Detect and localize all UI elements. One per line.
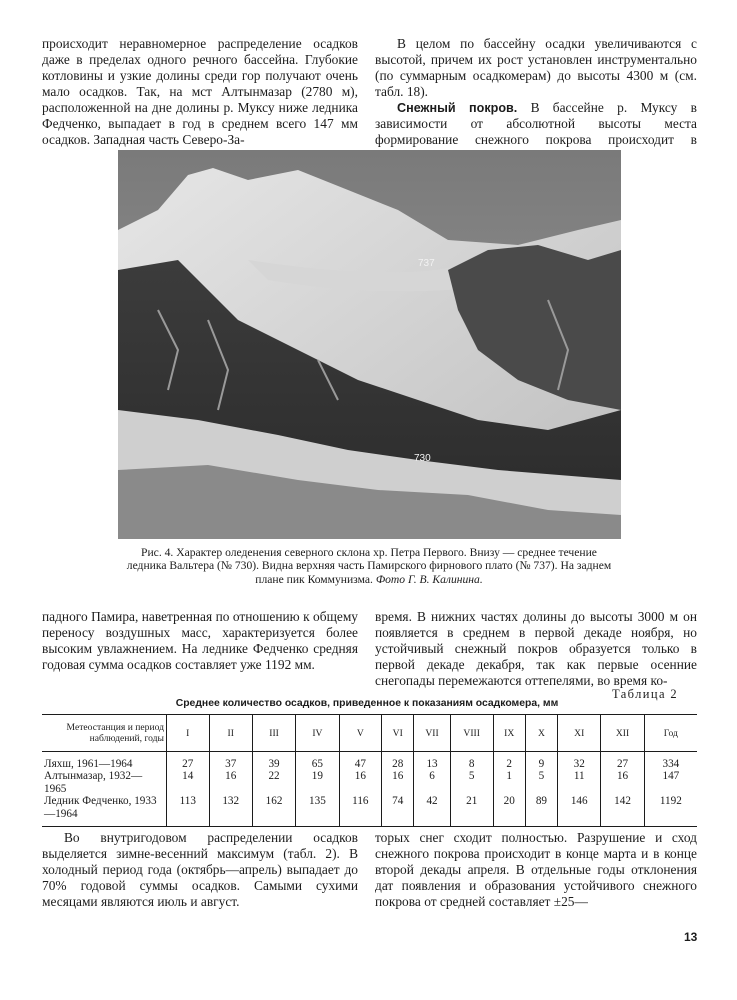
mid-right-column	[375, 609, 697, 689]
header-month-1: I	[167, 715, 210, 752]
caption-credit: Фото Г. В. Калинина.	[375, 572, 483, 586]
table-header-row	[42, 715, 697, 752]
cell-value: 1192	[644, 795, 697, 826]
cell-value: 5	[450, 770, 493, 795]
cell-value: 42	[414, 795, 450, 826]
cell-value: 2	[493, 752, 525, 771]
header-month-11: XI	[558, 715, 601, 752]
header-month-7: VII	[414, 715, 450, 752]
cell-value: 47	[339, 752, 382, 771]
cell-value: 9	[525, 752, 557, 771]
paragraph-precipitation-height: В целом по бассейну осадки увеличиваются с высотой, причем их рост установлен инструментально (по суммарным осадкомерам) до высоты 4300 м (см. табл. 18).	[375, 36, 697, 99]
mid-left-column	[42, 609, 358, 673]
bottom-left-column	[42, 830, 358, 910]
paragraph-precipitation-distribution: происходит неравномерное распределение осадков даже в пределах одного речного бассейна. Глубокие котловины и узкие долины среди гор получают очень мало осадков. Так, на мст Алтынмазар (2780 м), расположенной на дне долины р. Муксу ниже ледника Федченко, выпадает в год в среднем всего 147 мм осадков. Западная часть Северо-За-	[42, 36, 358, 147]
table-title: Среднее количество осадков, приведенное к показаниям осадкомера, мм	[175, 698, 559, 709]
header-year: Год	[644, 715, 697, 752]
top-right-column	[375, 36, 697, 164]
table-label: Таблица 2	[612, 687, 679, 701]
paragraph-western-pamir: падного Памира, наветренная по отношению к общему переносу воздушных масс, характеризуется более высоким увлажнением. На леднике Федченко средняя годовая сумма осадков составляет уже 1192 мм.	[42, 609, 358, 672]
cell-station: Алтынмазар, 1932—1965	[44, 770, 143, 795]
bottom-right-column	[375, 830, 697, 910]
cell-value: 16	[209, 770, 252, 795]
snow-cover-text: В бассейне р. Муксу в зависимости от абсолютной высоты места формирование снежного покрова происходит в	[375, 100, 697, 147]
cell-value: 13	[414, 752, 450, 771]
figure-photo-mountain-glaciers	[118, 150, 621, 539]
table-row	[42, 795, 697, 826]
cell-value: 146	[558, 795, 601, 826]
cell-value: 39	[252, 752, 295, 771]
header-month-3: III	[252, 715, 295, 752]
cell-value: 74	[382, 795, 414, 826]
cell-value: 16	[601, 770, 644, 795]
header-month-9: IX	[493, 715, 525, 752]
cell-value: 334	[644, 752, 697, 771]
cell-value: 1	[493, 770, 525, 795]
cell-value: 14	[167, 770, 210, 795]
cell-value: 27	[601, 752, 644, 771]
cell-value: 116	[339, 795, 382, 826]
cell-value: 135	[296, 795, 339, 826]
header-month-4: IV	[296, 715, 339, 752]
header-month-2: II	[209, 715, 252, 752]
paragraph-snow-melt: торых снег сходит полностью. Разрушение и сход снежного покрова происходит в конце марта и в конце второй декады апреля. В отдельные годы отклонения дат появления и образования устойчивого снежного покрова от средней составляет ±25—	[375, 830, 697, 909]
cell-value: 16	[339, 770, 382, 795]
header-station: Метеостанция и период наблюдений, годы	[42, 715, 167, 752]
table-row	[42, 770, 697, 795]
table-row	[42, 752, 697, 771]
header-month-12: XII	[601, 715, 644, 752]
cell-station: Ляхш, 1961—1964	[44, 758, 133, 770]
cell-value: 21	[450, 795, 493, 826]
caption-main: Рис. 4. Характер оледенения северного склона хр. Петра Первого. Внизу — среднее течение ледника Вальтера (№ 730). Видна верхняя часть Памирского фирнового плато (№ 737). На заднем плане пик Коммунизма.	[126, 546, 612, 586]
top-left-column	[42, 36, 358, 148]
page-number: 13	[684, 930, 698, 944]
header-month-8: VIII	[450, 715, 493, 752]
cell-value: 8	[450, 752, 493, 771]
cell-value: 22	[252, 770, 295, 795]
cell-value: 147	[644, 770, 697, 795]
paragraph-snow-timing: время. В нижних частях долины до высоты 3000 м он появляется в среднем в первой декаде ноября, но устойчивый снежный покров образуется только в первой декаде декабря, так как первые осенние снегопады перемежаются оттепелями, во время ко-	[375, 609, 697, 688]
header-month-10: X	[525, 715, 557, 752]
header-month-6: VI	[382, 715, 414, 752]
cell-value: 6	[414, 770, 450, 795]
cell-value: 37	[209, 752, 252, 771]
figure-caption	[126, 546, 612, 586]
precipitation-table	[42, 714, 697, 827]
cell-value: 20	[493, 795, 525, 826]
cell-value: 19	[296, 770, 339, 795]
cell-value: 65	[296, 752, 339, 771]
label-737: 737	[418, 258, 435, 269]
cell-value: 142	[601, 795, 644, 826]
snow-cover-heading: Снежный покров.	[397, 101, 518, 115]
cell-value: 113	[167, 795, 210, 826]
cell-value: 132	[209, 795, 252, 826]
cell-value: 32	[558, 752, 601, 771]
cell-value: 28	[382, 752, 414, 771]
paragraph-annual-distribution: Во внутригодовом распределении осадков выделяется зимне-весенний максимум (табл. 2). В холодный период года (октябрь—апрель) выпадает до 70% годовой суммы осадков. Самыми сухими месяцами являются июль и август.	[42, 830, 358, 909]
header-month-5: V	[339, 715, 382, 752]
cell-value: 27	[167, 752, 210, 771]
cell-value: 16	[382, 770, 414, 795]
cell-value: 89	[525, 795, 557, 826]
cell-station: Ледник Федченко, 1933—1964	[42, 795, 167, 826]
cell-value: 5	[525, 770, 557, 795]
label-730: 730	[414, 453, 431, 464]
cell-value: 162	[252, 795, 295, 826]
cell-value: 11	[558, 770, 601, 795]
